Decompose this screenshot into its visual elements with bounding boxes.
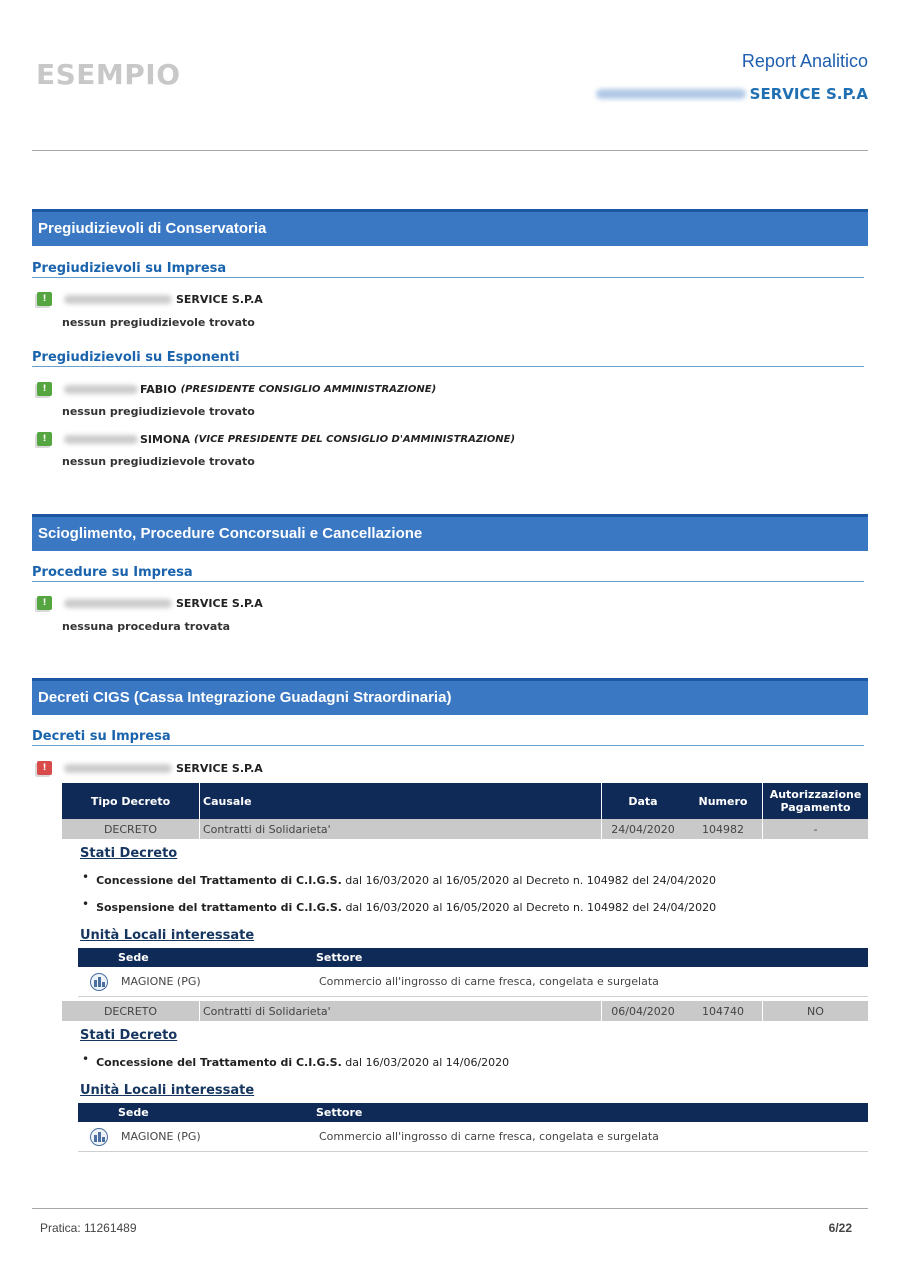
col-data: Data	[628, 794, 658, 808]
unita-table-header	[78, 948, 868, 967]
stato-label: Concessione del Trattamento di C.I.G.S.	[96, 1056, 342, 1069]
esponente-name: SIMONA	[140, 433, 191, 446]
col-settore: Settore	[316, 1106, 363, 1119]
unita-locali-title: Unità Locali interessate	[80, 928, 255, 943]
stato-detail: dal 16/03/2020 al 16/05/2020 al Decreto n. 104982 del 24/04/2020	[341, 874, 716, 887]
col-sede: Sede	[118, 951, 149, 964]
redacted-name	[64, 435, 138, 444]
entity-esponente	[64, 433, 515, 446]
entity-impresa	[64, 293, 263, 306]
note-text: nessun pregiudizievole trovato	[62, 455, 255, 468]
stato-detail: dal 16/03/2020 al 16/05/2020 al Decreto n. 104982 del 24/04/2020	[341, 901, 717, 914]
company-suffix: SERVICE S.P.A	[749, 85, 868, 103]
stati-decreto-title: Stati Decreto	[80, 846, 178, 861]
esponente-name: FABIO	[140, 383, 177, 396]
unita-table-header	[78, 1103, 868, 1122]
building-icon	[90, 1128, 108, 1146]
col-sede: Sede	[118, 1106, 149, 1119]
entity-impresa	[64, 597, 263, 610]
decree-table-header	[62, 783, 868, 819]
cell-tipo: DECRETO	[103, 1004, 158, 1018]
entity-name: SERVICE S.P.A	[176, 762, 263, 775]
cell-tipo: DECRETO	[103, 822, 158, 836]
status-ok-icon: !	[37, 432, 52, 446]
col-autorizzazione: Autorizzazione Pagamento	[769, 788, 862, 814]
cell-settore: Commercio all'ingrosso di carne fresca, congelata e surgelata	[319, 975, 659, 988]
status-warning-icon: !	[37, 761, 52, 775]
footer-divider	[32, 1208, 868, 1209]
status-ok-icon: !	[37, 596, 52, 610]
status-ok-icon: !	[37, 382, 52, 396]
section-procedure: Scioglimento, Procedure Concorsuali e Cancellazione	[32, 514, 868, 551]
redacted-name	[64, 764, 172, 773]
stato-item: • Concessione del Trattamento di C.I.G.S. dal 16/03/2020 al 14/06/2020	[82, 1052, 510, 1069]
status-ok-icon: !	[37, 292, 52, 306]
cell-data: 06/04/2020	[611, 1004, 675, 1018]
col-numero: Numero	[698, 794, 748, 808]
unita-row	[78, 1122, 868, 1152]
entity-name: SERVICE S.P.A	[176, 597, 263, 610]
pratica-number: Pratica: 11261489	[40, 1221, 137, 1235]
section-conservatoria: Pregiudizievoli di Conservatoria	[32, 209, 868, 246]
esponente-role: (PRESIDENTE CONSIGLIO AMMINISTRAZIONE)	[180, 384, 437, 395]
cell-sede: MAGIONE (PG)	[121, 975, 201, 988]
note-text: nessun pregiudizievole trovato	[62, 316, 255, 329]
report-title: Report Analitico	[741, 51, 868, 71]
cell-causale: Contratti di Solidarieta'	[203, 822, 331, 836]
redacted-name	[64, 385, 138, 394]
page-number: 6/22	[828, 1221, 852, 1235]
cell-autorizzazione: -	[813, 822, 818, 836]
cell-settore: Commercio all'ingrosso di carne fresca, congelata e surgelata	[319, 1130, 659, 1143]
stato-label: Sospensione del trattamento di C.I.G.S.	[96, 901, 342, 914]
section-cigs: Decreti CIGS (Cassa Integrazione Guadagni Straordinaria)	[32, 678, 868, 715]
note-text: nessun pregiudizievole trovato	[62, 405, 255, 418]
note-text: nessuna procedura trovata	[62, 620, 231, 633]
cell-numero: 104740	[702, 1004, 744, 1018]
subhead-procedure-impresa: Procedure su Impresa	[32, 565, 864, 582]
company-name	[596, 85, 868, 103]
stati-decreto-title: Stati Decreto	[80, 1028, 178, 1043]
cell-numero: 104982	[702, 822, 744, 836]
subhead-pregiudizievoli-impresa: Pregiudizievoli su Impresa	[32, 261, 864, 278]
subhead-pregiudizievoli-esponenti: Pregiudizievoli su Esponenti	[32, 350, 864, 367]
unita-row	[78, 967, 868, 997]
col-causale: Causale	[203, 794, 252, 808]
building-icon	[90, 973, 108, 991]
esponente-role: (VICE PRESIDENTE DEL CONSIGLIO D'AMMINISTRAZIONE)	[194, 434, 516, 445]
stato-detail: dal 16/03/2020 al 14/06/2020	[341, 1056, 510, 1069]
subhead-decreti-impresa: Decreti su Impresa	[32, 729, 864, 746]
col-settore: Settore	[316, 951, 363, 964]
decree-row	[62, 1001, 868, 1021]
redacted-name	[64, 295, 172, 304]
unita-locali-title: Unità Locali interessate	[80, 1083, 255, 1098]
watermark: ESEMPIO	[36, 58, 181, 91]
entity-esponente	[64, 383, 436, 396]
entity-impresa	[64, 762, 263, 775]
header-divider	[32, 150, 868, 151]
cell-data: 24/04/2020	[611, 822, 675, 836]
stato-item: • Concessione del Trattamento di C.I.G.S. dal 16/03/2020 al 16/05/2020 al Decreto n. 104982 del 24/04/2020	[82, 870, 716, 887]
redacted-name	[596, 89, 746, 99]
entity-name: SERVICE S.P.A	[176, 293, 263, 306]
decree-row	[62, 819, 868, 839]
redacted-name	[64, 599, 172, 608]
col-tipo-decreto: Tipo Decreto	[90, 794, 171, 808]
cell-sede: MAGIONE (PG)	[121, 1130, 201, 1143]
cell-causale: Contratti di Solidarieta'	[203, 1004, 331, 1018]
stato-item: • Sospensione del trattamento di C.I.G.S. dal 16/03/2020 al 16/05/2020 al Decreto n. 104982 del 24/04/2020	[82, 897, 717, 914]
cell-autorizzazione: NO	[807, 1004, 824, 1018]
stato-label: Concessione del Trattamento di C.I.G.S.	[96, 874, 342, 887]
